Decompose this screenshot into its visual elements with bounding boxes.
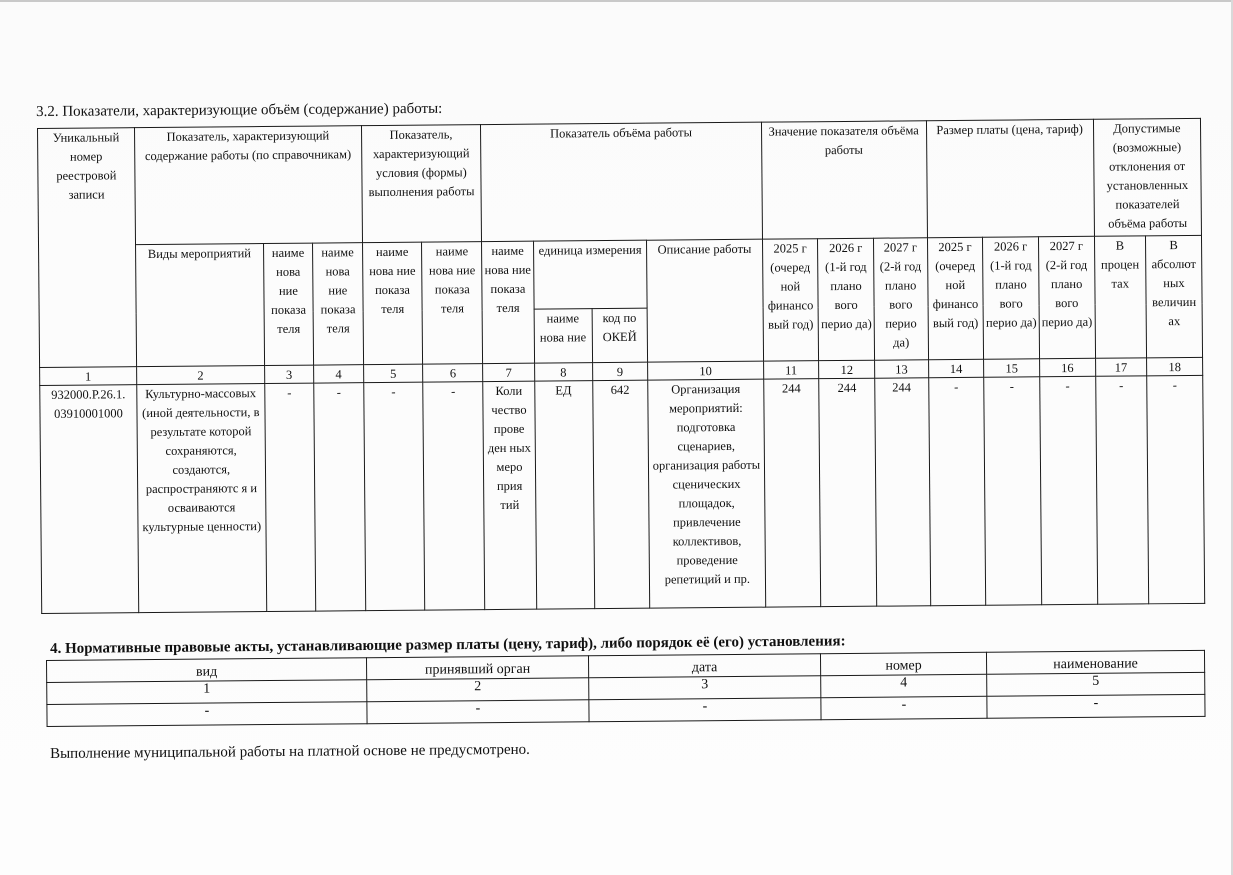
header-unit-name: наиме нова ние: [534, 309, 592, 364]
volume-indicators-table: [37, 118, 1205, 614]
header-kind: вид: [47, 658, 367, 683]
column-number: 17: [1095, 358, 1147, 376]
value-2025: 244: [763, 379, 821, 607]
unit-name: ЕД: [535, 381, 595, 609]
header-authority: принявший орган: [366, 656, 588, 680]
column-number: 16: [1039, 358, 1095, 376]
column-number: 6: [423, 364, 483, 383]
deviation-absolute: -: [1147, 375, 1205, 603]
header-work-description: Описание работы: [647, 239, 764, 362]
header-deviations: Допустимые (возможные) отклонения от установленных показателей объёма работы: [1093, 118, 1201, 236]
column-number: 5: [987, 672, 1205, 696]
payment-2027: -: [1040, 376, 1098, 604]
column-number: 4: [821, 674, 987, 697]
column-number: 13: [875, 360, 929, 378]
section-3-2-title: 3.2. Показатели, характеризующие объём (содержание) работы:: [36, 100, 443, 120]
cell-value: -: [423, 382, 485, 611]
header-indicator-name-5: наиме нова ние показа теля: [362, 242, 423, 365]
column-number: 15: [984, 359, 1040, 377]
column-number: 3: [589, 676, 821, 700]
work-description: Организация мероприятий: подготовка сценариев, организация работы сценических площадок, привлечение коллективов, проведение репетиций и пр.: [648, 379, 765, 608]
header-indicator-name-3: наиме нова ние показа теля: [263, 243, 314, 365]
header-unit: единица измерения: [533, 240, 647, 309]
header-name: наименование: [986, 650, 1204, 674]
column-number: 4: [314, 365, 364, 383]
column-number: 10: [648, 361, 764, 380]
column-number: 2: [136, 366, 264, 385]
column-number: 5: [363, 364, 423, 383]
column-number: 14: [928, 359, 984, 377]
header-payment-2027: 2027 г (2-й год плано вого перио да): [1038, 236, 1095, 358]
value-2026: 244: [819, 378, 877, 606]
cell-value: -: [264, 383, 315, 611]
header-okei-code: код по ОКЕЙ: [592, 308, 648, 362]
cell-value: -: [314, 383, 365, 611]
column-number: 9: [592, 362, 648, 380]
payment-2026: -: [984, 377, 1042, 605]
column-number: 12: [819, 360, 875, 378]
header-indicator-name-6: наиме нова ние показа теля: [422, 242, 483, 365]
cell-value: -: [363, 382, 425, 611]
header-deviation-absolute: В абсолют ных величин ах: [1146, 235, 1203, 357]
cell-value: -: [987, 694, 1205, 718]
legal-acts-table: [46, 650, 1206, 727]
header-indicator-name-7: наиме нова ние показа теля: [482, 241, 535, 363]
cell-value: -: [367, 700, 589, 724]
header-volume-indicator: Показатель объёма работы: [481, 122, 762, 241]
header-date: дата: [588, 654, 820, 678]
header-payment-size: Размер платы (цена, тариф): [926, 119, 1094, 237]
header-number: номер: [820, 652, 986, 675]
indicator-name: Коли чество прове ден ных меро прия тий: [483, 381, 537, 609]
column-number: 11: [763, 361, 819, 379]
registry-number: 932000.Р.26.1. 03910001000: [40, 385, 139, 614]
header-payment-2026: 2026 г (1-й год плано вого перио да): [983, 237, 1040, 359]
column-number: 8: [534, 363, 592, 382]
column-number: 7: [483, 363, 535, 381]
header-payment-2025: 2025 г (очеред ной финансо вый год): [927, 237, 984, 359]
deviation-percent: -: [1095, 376, 1149, 604]
header-value-2027: 2027 г (2-й год плано вого перио да): [873, 238, 928, 360]
okei-code: 642: [592, 380, 650, 608]
payment-2025: -: [928, 377, 986, 605]
header-indicator-name-4: наиме нова ние показа теля: [313, 243, 364, 365]
header-value-2026: 2026 г (1-й год плано вого перио да): [818, 238, 875, 360]
header-content-indicator: Показатель, характеризующий содержание работы (по справочникам): [134, 126, 362, 245]
column-number: 1: [40, 367, 137, 386]
value-2027: 244: [875, 378, 931, 606]
section-4-title: 4. Нормативные правовые акты, устанавливающие размер платы (цену, тариф), либо порядок её (его) установления:: [50, 633, 846, 657]
cell-value: -: [47, 702, 367, 727]
table-row: [40, 375, 1205, 613]
footer-note: Выполнение муниципальной работы на платной основе не предусмотрено.: [50, 741, 530, 762]
header-value-2025: 2025 г (очеред ной финансо вый год): [762, 239, 819, 361]
header-volume-value: Значение показателя объёма работы: [761, 121, 927, 239]
column-number: 1: [47, 680, 367, 705]
cell-value: -: [821, 696, 987, 719]
scan-edge-top: [0, 0, 1233, 2]
header-conditions-indicator: Показатель, характеризующий условия (формы) выполнения работы: [361, 125, 482, 243]
header-activity-types: Виды мероприятий: [135, 244, 264, 367]
header-unique-number: Уникальный номер реестровой записи: [38, 128, 137, 368]
cell-value: -: [589, 698, 821, 722]
activity-type: Культурно-массовых (иной деятельности, в результате которой сохраняются, создаются, распространяютс я и осваиваются культурные ценности): [137, 384, 267, 613]
column-number: 2: [367, 678, 589, 702]
header-deviation-percent: В процен тах: [1094, 236, 1147, 358]
column-number: 3: [264, 365, 314, 383]
column-number: 18: [1147, 357, 1203, 375]
